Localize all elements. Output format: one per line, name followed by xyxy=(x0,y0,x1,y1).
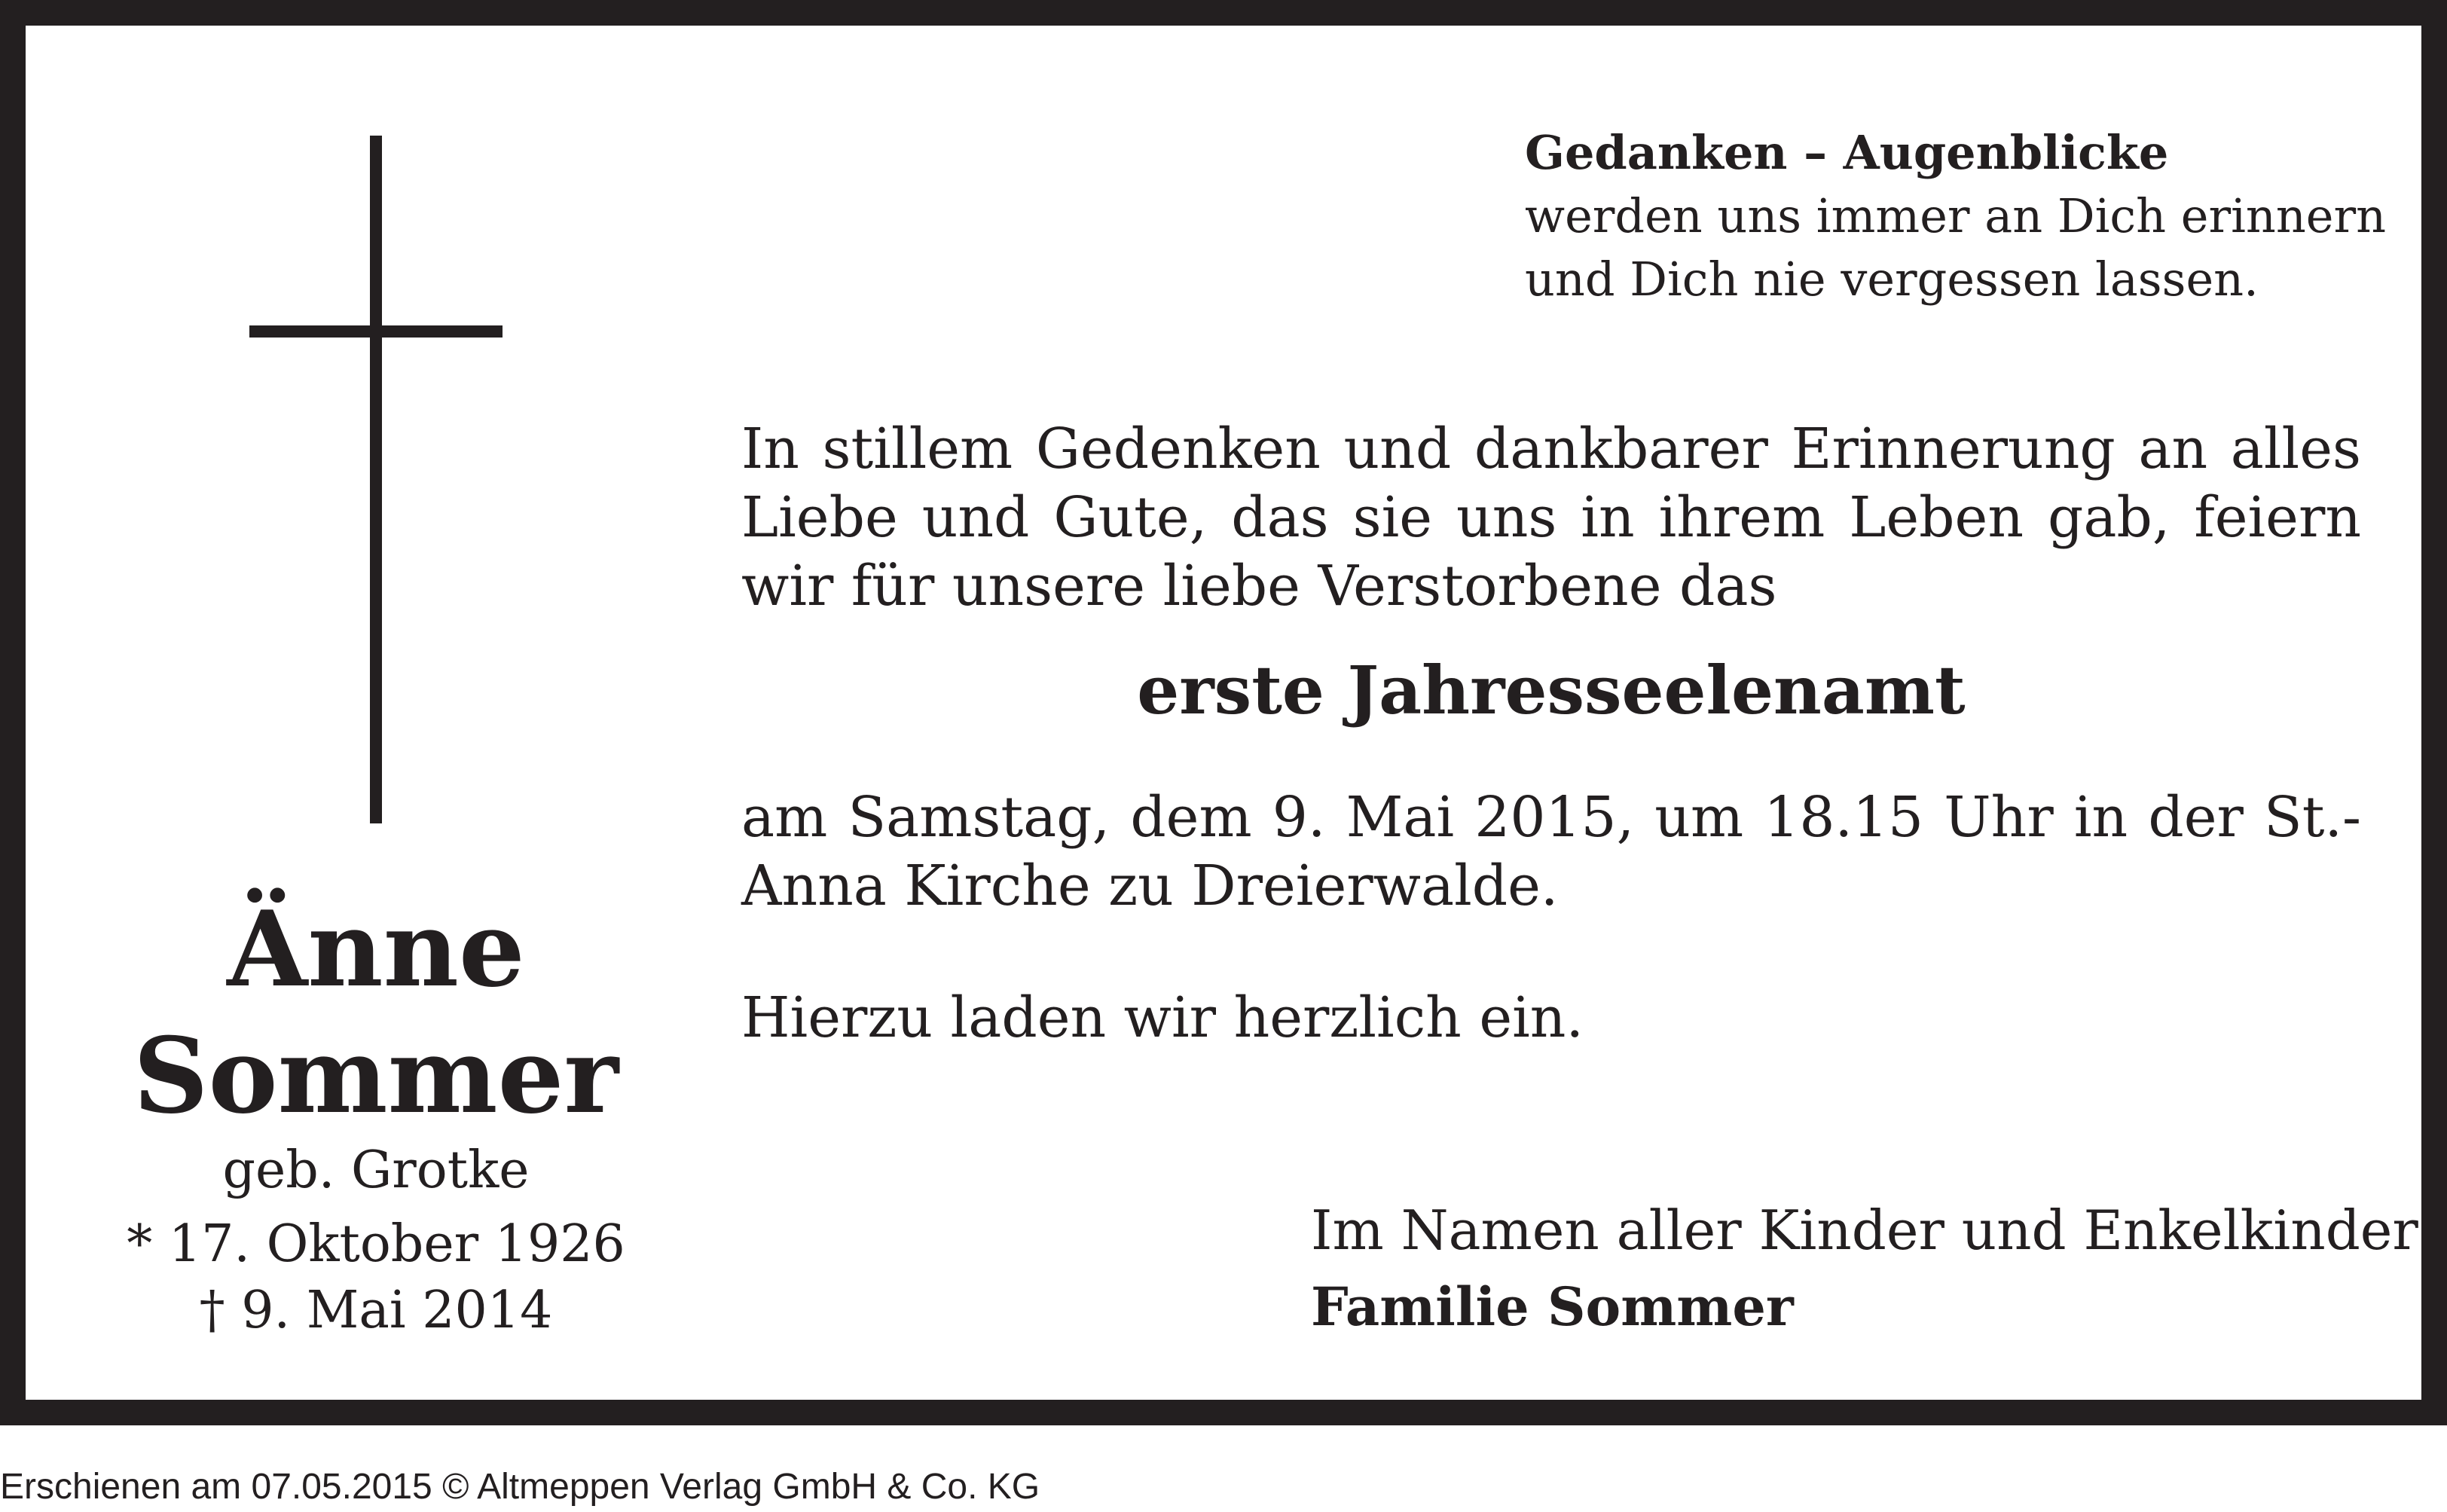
quote-line-1: werden uns immer an Dich erinnern xyxy=(1525,188,2387,243)
publication-footer: Erschienen am 07.05.2015 © Altmeppen Verlag GmbH & Co. KG xyxy=(0,1467,1040,1507)
family-name: Familie Sommer xyxy=(1311,1275,1794,1338)
signoff-line: Im Namen aller Kinder und Enkelkinder xyxy=(1311,1199,2418,1262)
event-details: am Samstag, dem 9. Mai 2015, um 18.15 Uhr in der St.-Anna Kirche zu Dreierwalde. xyxy=(741,785,2361,918)
event-title: erste Jahresseelenamt xyxy=(1137,651,1966,729)
birth-date: * 17. Oktober 1926 xyxy=(127,1214,625,1274)
deceased-last-name: Sommer xyxy=(133,1014,619,1137)
quote-line-2: und Dich nie vergessen lassen. xyxy=(1525,252,2259,307)
deceased-first-name: Änne xyxy=(227,887,525,1010)
intro-paragraph: In stillem Gedenken und dankbarer Erinnerung an alles Liebe und Gute, das sie uns in ihrem Leben gab, feiern wir für unsere liebe Verstorbene das xyxy=(741,417,2361,619)
cross-horizontal-bar xyxy=(249,325,503,338)
death-date: † 9. Mai 2014 xyxy=(199,1281,553,1340)
memorial-quote xyxy=(1525,121,2386,311)
invitation-text: Hierzu laden wir herzlich ein. xyxy=(741,985,1584,1050)
signoff xyxy=(1311,1192,2418,1346)
cross-vertical-bar xyxy=(370,136,382,823)
quote-heading: Gedanken – Augenblicke xyxy=(1525,125,2169,180)
maiden-name: geb. Grotke xyxy=(222,1141,530,1200)
